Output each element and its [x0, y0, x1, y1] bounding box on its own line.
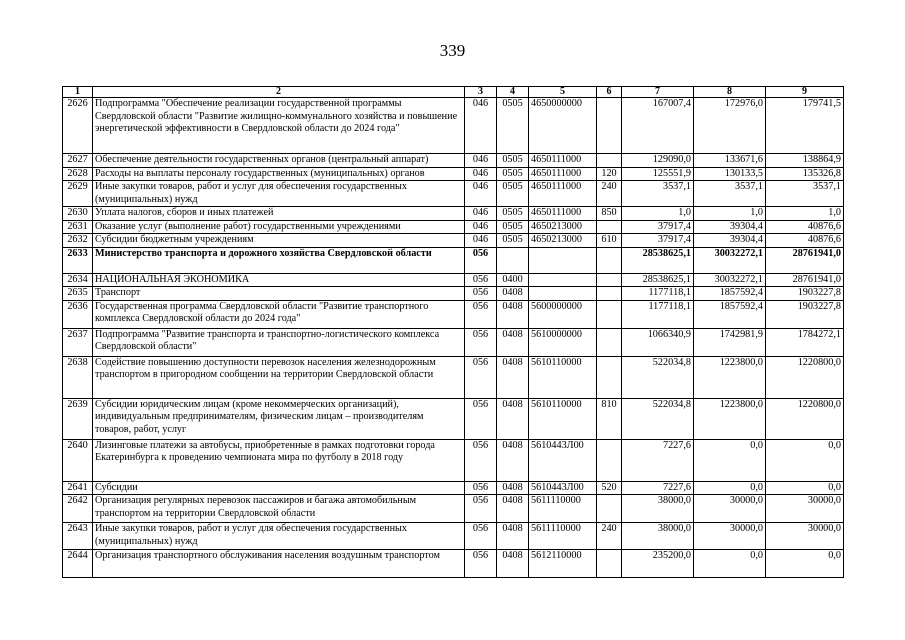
row-code-target: 5610110000: [529, 356, 597, 398]
budget-table: [62, 86, 844, 578]
row-amount-2: 133671,6: [694, 154, 766, 168]
table-row: [63, 398, 844, 439]
row-amount-1: 1177118,1: [622, 287, 694, 301]
row-number: 2627: [63, 154, 93, 168]
row-name: Расходы на выплаты персоналу государственных (муниципальных) органов: [93, 167, 465, 181]
row-code-section: 0505: [497, 220, 529, 234]
header-cell: 5: [529, 87, 597, 98]
row-code-admin: 046: [465, 207, 497, 221]
row-name: Государственная программа Свердловской области "Развитие транспортного комплекса Свердловской области до 2024 года": [93, 300, 465, 328]
row-amount-3: 40876,6: [766, 220, 844, 234]
row-amount-3: 3537,1: [766, 181, 844, 207]
row-amount-1: 28538625,1: [622, 247, 694, 273]
row-code-target: [529, 247, 597, 273]
header-cell: 6: [597, 87, 622, 98]
row-amount-1: 522034,8: [622, 398, 694, 439]
row-amount-3: 179741,5: [766, 98, 844, 154]
row-name: Иные закупки товаров, работ и услуг для обеспечения государственных (муниципальных) нужд: [93, 523, 465, 550]
row-code-target: 4650111000: [529, 181, 597, 207]
header-cell: 2: [93, 87, 465, 98]
row-amount-2: 39304,4: [694, 234, 766, 248]
row-code-section: 0408: [497, 495, 529, 523]
row-code-admin: 046: [465, 181, 497, 207]
row-amount-3: 135326,8: [766, 167, 844, 181]
row-code-admin: 056: [465, 328, 497, 356]
row-amount-1: 28538625,1: [622, 273, 694, 287]
row-number: 2641: [63, 481, 93, 495]
table-row: [63, 328, 844, 356]
row-code-admin: 046: [465, 154, 497, 168]
row-amount-2: 172976,0: [694, 98, 766, 154]
row-code-admin: 056: [465, 523, 497, 550]
row-amount-2: 30032272,1: [694, 247, 766, 273]
row-code-type: [597, 495, 622, 523]
row-code-section: 0505: [497, 154, 529, 168]
row-code-admin: 046: [465, 167, 497, 181]
row-code-target: 4650111000: [529, 154, 597, 168]
row-code-section: 0505: [497, 181, 529, 207]
row-code-type: 850: [597, 207, 622, 221]
row-code-target: 5600000000: [529, 300, 597, 328]
table-row: [63, 98, 844, 154]
row-number: 2638: [63, 356, 93, 398]
table-row: [63, 207, 844, 221]
table-row: [63, 481, 844, 495]
row-code-target: [529, 273, 597, 287]
table-row: [63, 181, 844, 207]
header-cell: 4: [497, 87, 529, 98]
row-code-section: 0408: [497, 300, 529, 328]
row-code-target: 4650213000: [529, 234, 597, 248]
row-code-admin: 046: [465, 98, 497, 154]
row-amount-1: 7227,6: [622, 439, 694, 481]
row-code-target: 4650000000: [529, 98, 597, 154]
row-number: 2626: [63, 98, 93, 154]
row-code-admin: 056: [465, 550, 497, 578]
row-amount-2: 30000,0: [694, 495, 766, 523]
table-row: [63, 273, 844, 287]
row-code-type: [597, 98, 622, 154]
row-number: 2629: [63, 181, 93, 207]
row-name: Иные закупки товаров, работ и услуг для обеспечения государственных (муниципальных) нужд: [93, 181, 465, 207]
row-name: Организация регулярных перевозок пассажиров и багажа автомобильным транспортом на территории Свердловской области: [93, 495, 465, 523]
row-amount-1: 1,0: [622, 207, 694, 221]
row-name: Субсидии юридическим лицам (кроме некоммерческих организаций), индивидуальным предпринимателям, физическим лицам – производителям товаров, работ, услуг: [93, 398, 465, 439]
row-amount-2: 30000,0: [694, 523, 766, 550]
table-row: [63, 523, 844, 550]
row-code-admin: 046: [465, 220, 497, 234]
row-code-admin: 056: [465, 356, 497, 398]
header-cell: 3: [465, 87, 497, 98]
row-number: 2634: [63, 273, 93, 287]
row-amount-1: 37917,4: [622, 220, 694, 234]
row-number: 2644: [63, 550, 93, 578]
row-code-type: 810: [597, 398, 622, 439]
row-amount-2: 0,0: [694, 550, 766, 578]
row-code-target: 5611110000: [529, 523, 597, 550]
row-amount-2: 39304,4: [694, 220, 766, 234]
row-code-section: 0408: [497, 356, 529, 398]
row-amount-2: 1223800,0: [694, 398, 766, 439]
row-amount-3: 30000,0: [766, 495, 844, 523]
row-code-target: 4650213000: [529, 220, 597, 234]
row-number: 2631: [63, 220, 93, 234]
row-amount-1: 167007,4: [622, 98, 694, 154]
row-name: Министерство транспорта и дорожного хозяйства Свердловской области: [93, 247, 465, 273]
row-amount-3: 1,0: [766, 207, 844, 221]
row-code-type: [597, 550, 622, 578]
row-code-target: 5610000000: [529, 328, 597, 356]
row-name: Транспорт: [93, 287, 465, 301]
table-row: [63, 220, 844, 234]
row-code-target: 5610110000: [529, 398, 597, 439]
table-row: [63, 154, 844, 168]
row-amount-1: 1066340,9: [622, 328, 694, 356]
row-amount-2: 3537,1: [694, 181, 766, 207]
row-amount-1: 129090,0: [622, 154, 694, 168]
row-number: 2628: [63, 167, 93, 181]
row-amount-3: 138864,9: [766, 154, 844, 168]
row-amount-3: 28761941,0: [766, 273, 844, 287]
row-number: 2639: [63, 398, 93, 439]
row-amount-3: 0,0: [766, 550, 844, 578]
row-name: Оказание услуг (выполнение работ) государственными учреждениями: [93, 220, 465, 234]
row-name: НАЦИОНАЛЬНАЯ ЭКОНОМИКА: [93, 273, 465, 287]
row-code-type: 240: [597, 181, 622, 207]
row-code-section: 0408: [497, 328, 529, 356]
row-number: 2635: [63, 287, 93, 301]
row-name: Обеспечение деятельности государственных органов (центральный аппарат): [93, 154, 465, 168]
row-code-admin: 056: [465, 300, 497, 328]
row-code-type: [597, 287, 622, 301]
row-code-type: [597, 439, 622, 481]
header-row: [63, 87, 844, 98]
row-code-admin: 056: [465, 495, 497, 523]
row-code-section: 0408: [497, 287, 529, 301]
row-amount-3: 0,0: [766, 439, 844, 481]
row-name: Подпрограмма "Развитие транспорта и транспортно-логистического комплекса Свердловской области": [93, 328, 465, 356]
row-code-target: 5612110000: [529, 550, 597, 578]
header-cell: 1: [63, 87, 93, 98]
row-code-type: [597, 154, 622, 168]
row-code-section: 0400: [497, 273, 529, 287]
row-code-section: 0505: [497, 207, 529, 221]
row-amount-2: 1857592,4: [694, 287, 766, 301]
row-code-target: 5610443Л00: [529, 481, 597, 495]
row-amount-2: 0,0: [694, 481, 766, 495]
row-code-section: 0408: [497, 439, 529, 481]
row-number: 2640: [63, 439, 93, 481]
row-number: 2630: [63, 207, 93, 221]
row-amount-3: 1784272,1: [766, 328, 844, 356]
row-amount-3: 40876,6: [766, 234, 844, 248]
row-amount-3: 28761941,0: [766, 247, 844, 273]
row-amount-3: 1903227,8: [766, 287, 844, 301]
row-name: Организация транспортного обслуживания населения воздушным транспортом: [93, 550, 465, 578]
row-code-type: [597, 300, 622, 328]
row-code-admin: 056: [465, 273, 497, 287]
row-amount-3: 1220800,0: [766, 398, 844, 439]
row-code-type: [597, 273, 622, 287]
table-row: [63, 167, 844, 181]
header-cell: 8: [694, 87, 766, 98]
row-amount-2: 0,0: [694, 439, 766, 481]
row-amount-1: 235200,0: [622, 550, 694, 578]
page-number: 339: [439, 41, 466, 60]
row-code-target: 4650111000: [529, 167, 597, 181]
table-row: [63, 495, 844, 523]
row-name: Содействие повышению доступности перевозок населения железнодорожным транспортом в пригородном сообщении на территории Свердловской области: [93, 356, 465, 398]
row-number: 2633: [63, 247, 93, 273]
table-row: [63, 439, 844, 481]
row-amount-1: 125551,9: [622, 167, 694, 181]
table-row: [63, 234, 844, 248]
row-code-type: [597, 328, 622, 356]
row-code-section: 0408: [497, 550, 529, 578]
table-row: [63, 287, 844, 301]
row-name: Лизинговые платежи за автобусы, приобретенные в рамках подготовки города Екатеринбурга к проведению чемпионата мира по футболу в 2018 году: [93, 439, 465, 481]
row-code-section: [497, 247, 529, 273]
row-code-admin: 046: [465, 234, 497, 248]
row-number: 2637: [63, 328, 93, 356]
row-number: 2642: [63, 495, 93, 523]
row-number: 2632: [63, 234, 93, 248]
table-row: [63, 300, 844, 328]
row-code-type: 120: [597, 167, 622, 181]
row-amount-2: 130133,5: [694, 167, 766, 181]
row-amount-3: 1220800,0: [766, 356, 844, 398]
row-code-admin: 056: [465, 439, 497, 481]
row-code-admin: 056: [465, 481, 497, 495]
row-name: Подпрограмма "Обеспечение реализации государственной программы Свердловской области "Развитие жилищно-коммунального хозяйства и повышение энергетической эффективности в Свердловской области до 2024 года": [93, 98, 465, 154]
row-code-type: [597, 356, 622, 398]
header-cell: 7: [622, 87, 694, 98]
row-amount-2: 1857592,4: [694, 300, 766, 328]
row-code-target: 5611110000: [529, 495, 597, 523]
row-amount-3: 0,0: [766, 481, 844, 495]
row-amount-1: 1177118,1: [622, 300, 694, 328]
row-code-type: 240: [597, 523, 622, 550]
row-code-section: 0505: [497, 234, 529, 248]
row-code-target: 4650111000: [529, 207, 597, 221]
row-name: Субсидии: [93, 481, 465, 495]
row-number: 2643: [63, 523, 93, 550]
row-amount-1: 38000,0: [622, 523, 694, 550]
row-amount-1: 38000,0: [622, 495, 694, 523]
row-amount-2: 1742981,9: [694, 328, 766, 356]
row-code-target: 5610443Л00: [529, 439, 597, 481]
row-code-section: 0408: [497, 481, 529, 495]
row-code-admin: 056: [465, 287, 497, 301]
header-cell: 9: [766, 87, 844, 98]
row-amount-2: 1,0: [694, 207, 766, 221]
table-row: [63, 247, 844, 273]
row-amount-2: 30032272,1: [694, 273, 766, 287]
row-number: 2636: [63, 300, 93, 328]
row-code-section: 0505: [497, 98, 529, 154]
row-code-section: 0408: [497, 523, 529, 550]
table-body: [63, 98, 844, 578]
row-amount-3: 30000,0: [766, 523, 844, 550]
table-row: [63, 550, 844, 578]
row-code-section: 0505: [497, 167, 529, 181]
row-code-type: 610: [597, 234, 622, 248]
row-amount-1: 37917,4: [622, 234, 694, 248]
row-name: Уплата налогов, сборов и иных платежей: [93, 207, 465, 221]
row-code-admin: 056: [465, 398, 497, 439]
row-code-type: [597, 220, 622, 234]
row-code-type: [597, 247, 622, 273]
row-name: Субсидии бюджетным учреждениям: [93, 234, 465, 248]
table-row: [63, 356, 844, 398]
row-code-target: [529, 287, 597, 301]
row-amount-1: 522034,8: [622, 356, 694, 398]
row-amount-1: 7227,6: [622, 481, 694, 495]
row-code-type: 520: [597, 481, 622, 495]
row-code-admin: 056: [465, 247, 497, 273]
row-amount-3: 1903227,8: [766, 300, 844, 328]
row-code-section: 0408: [497, 398, 529, 439]
row-amount-2: 1223800,0: [694, 356, 766, 398]
row-amount-1: 3537,1: [622, 181, 694, 207]
